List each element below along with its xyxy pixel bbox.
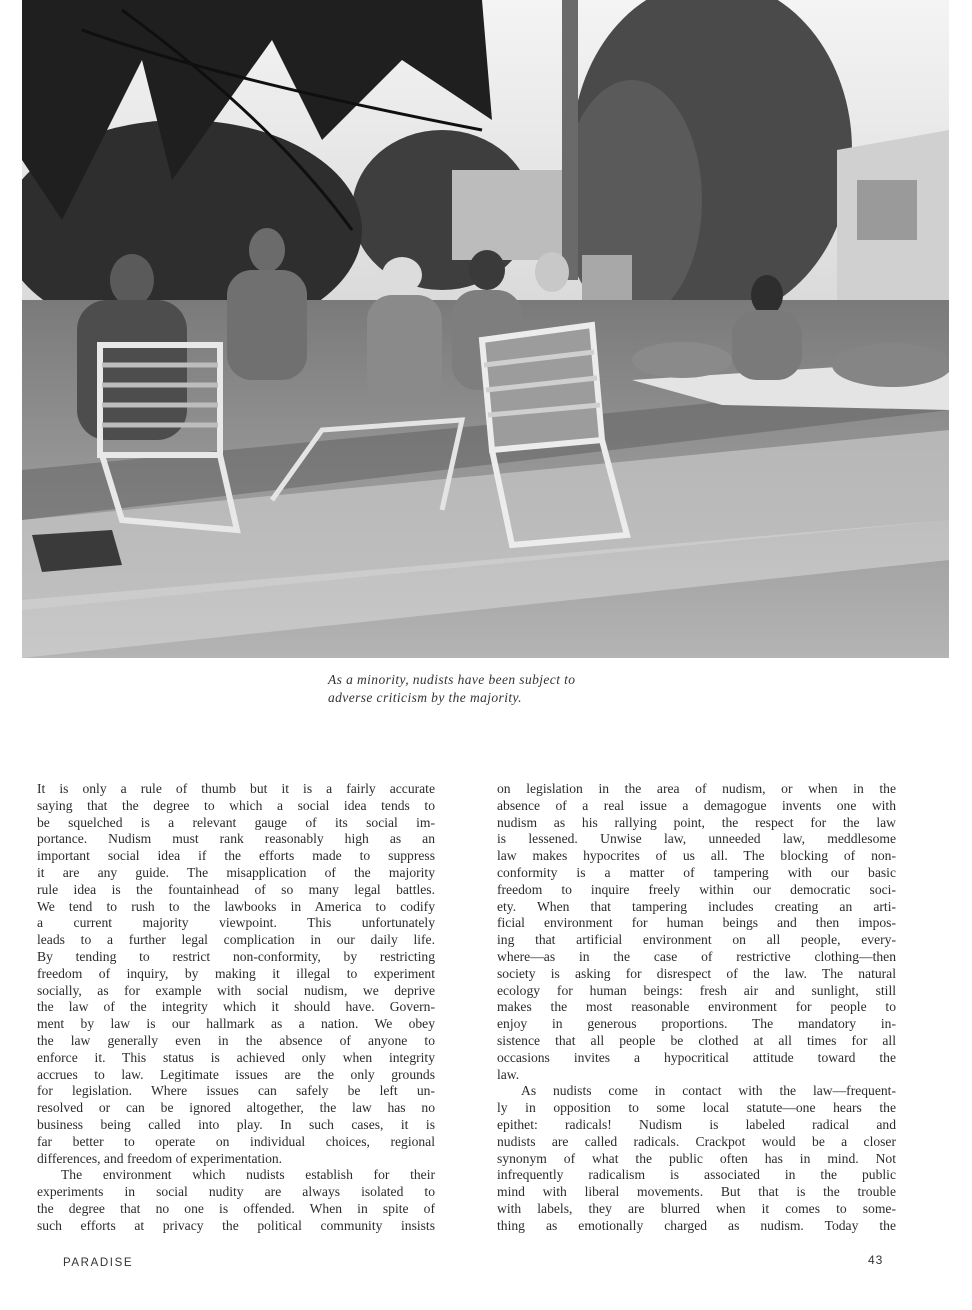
text-line: mind with liberal movements. But that is the trouble: [497, 1184, 896, 1200]
text-line: absence of a real issue a demagogue invents one with: [497, 797, 896, 813]
text-line: By tending to restrict non-conformity, by restricting: [37, 948, 435, 964]
text-line: law.: [497, 1066, 520, 1082]
article-photograph: [22, 0, 949, 658]
text-line: where—as in the case of restrictive clothing—then: [497, 948, 896, 964]
text-line: the law generally even in the absence of anyone to: [37, 1032, 435, 1048]
text-line: nudists are called radicals. Crackpot would be a closer: [497, 1133, 896, 1149]
text-line: It is only a rule of thumb but it is a fairly accurate: [37, 781, 435, 796]
caption-line: adverse criticism by the majority.: [328, 690, 522, 705]
text-line: such efforts at privacy the political community insists: [37, 1217, 435, 1233]
publication-name: PARADISE: [63, 1257, 134, 1269]
text-line: leads to a further legal complication in our daily life.: [37, 932, 435, 948]
text-line: enforce it. This status is achieved only when integrity: [37, 1049, 435, 1065]
text-line: ety. When that tampering includes creating an arti-: [497, 898, 896, 914]
text-line: a current majority viewpoint. This unfortunately: [37, 915, 435, 931]
text-line: rule idea is the fountainhead of so many legal battles.: [37, 881, 435, 897]
text-line: resolved or can be ignored altogether, the law has no: [37, 1100, 435, 1116]
text-line: infrequently radicalism is associated in the public: [497, 1167, 896, 1183]
text-line: with labels, they are blurred when it comes to some-: [497, 1200, 896, 1216]
text-line: ly in opposition to some local statute—one hears the: [497, 1100, 896, 1116]
text-line: important social idea if the efforts made to suppress: [37, 848, 435, 864]
text-line: the law of the integrity which it should have. Govern-: [37, 999, 435, 1015]
text-line: ment by law is our hallmark as a nation. We obey: [37, 1016, 435, 1032]
text-line: accrues to law. Legitimate issues are the only grounds: [37, 1066, 435, 1082]
text-line: the degree that no one is offended. When in spite of: [37, 1200, 435, 1216]
text-line: be squelched is a relevant gauge of its social im-: [37, 814, 435, 830]
article-column-right: [497, 781, 896, 1235]
text-line: portance. Nudism must rank reasonably high as an: [37, 831, 435, 847]
text-line: The environment which nudists establish for their: [61, 1167, 435, 1183]
text-line: enjoy in generous proportions. The mandatory in-: [497, 1016, 896, 1032]
text-line: makes the most reasonable environment for people to: [497, 999, 896, 1015]
text-line: thing as emotionally charged as nudism. Today the: [497, 1217, 896, 1233]
text-line: business being called into play. In such cases, it is: [37, 1116, 435, 1132]
text-line: ficial environment for human beings and then impos-: [497, 915, 896, 931]
article-column-left: [37, 781, 435, 1235]
photo-caption: [328, 671, 648, 707]
photo-illustration: [22, 0, 949, 658]
text-line: saying that the degree to which a social idea tends to: [37, 797, 435, 813]
text-line: far better to operate on individual choices, regional: [37, 1133, 435, 1149]
page-number: 43: [868, 1253, 884, 1267]
text-line: ecology for human beings: fresh air and sunlight, still: [497, 982, 896, 998]
text-line: for legislation. Where issues can safely be left un-: [37, 1083, 435, 1099]
text-line: occasions invites a hypocritical attitude toward the: [497, 1049, 896, 1065]
text-line: As nudists come in contact with the law—frequent-: [521, 1083, 896, 1099]
text-line: ing that artificial environment on all people, every-: [497, 932, 896, 948]
text-line: it are any guide. The misapplication of the majority: [37, 864, 435, 880]
text-line: on legislation in the area of nudism, or when in the: [497, 781, 896, 796]
text-line: freedom of inquiry, by making it illegal to experiment: [37, 965, 435, 981]
text-line: law makes hypocrites of us all. The blocking of non-: [497, 848, 896, 864]
text-line: differences, and freedom of experimentation.: [37, 1150, 283, 1166]
text-line: conformity is a matter of tampering with our basic: [497, 864, 896, 880]
text-line: is lessened. Unwise law, unneeded law, meddlesome: [497, 831, 896, 847]
text-line: epithet: radicals! Nudism is labeled radical and: [497, 1116, 896, 1132]
text-line: We tend to rush to the lawbooks in America to codify: [37, 898, 435, 914]
text-line: socially, as for example with social nudism, we deprive: [37, 982, 435, 998]
text-line: experiments in social nudity are always isolated to: [37, 1184, 435, 1200]
text-line: sistence that all people be clothed at all times for all: [497, 1032, 896, 1048]
text-line: society is asking for disrespect of the law. The natural: [497, 965, 896, 981]
caption-line: As a minority, nudists have been subject to: [328, 672, 576, 687]
text-line: freedom to inquire freely within our democratic soci-: [497, 881, 896, 897]
text-line: synonym of what the public often has in mind. Not: [497, 1150, 896, 1166]
text-line: nudism as his rallying point, the respect for the law: [497, 814, 896, 830]
